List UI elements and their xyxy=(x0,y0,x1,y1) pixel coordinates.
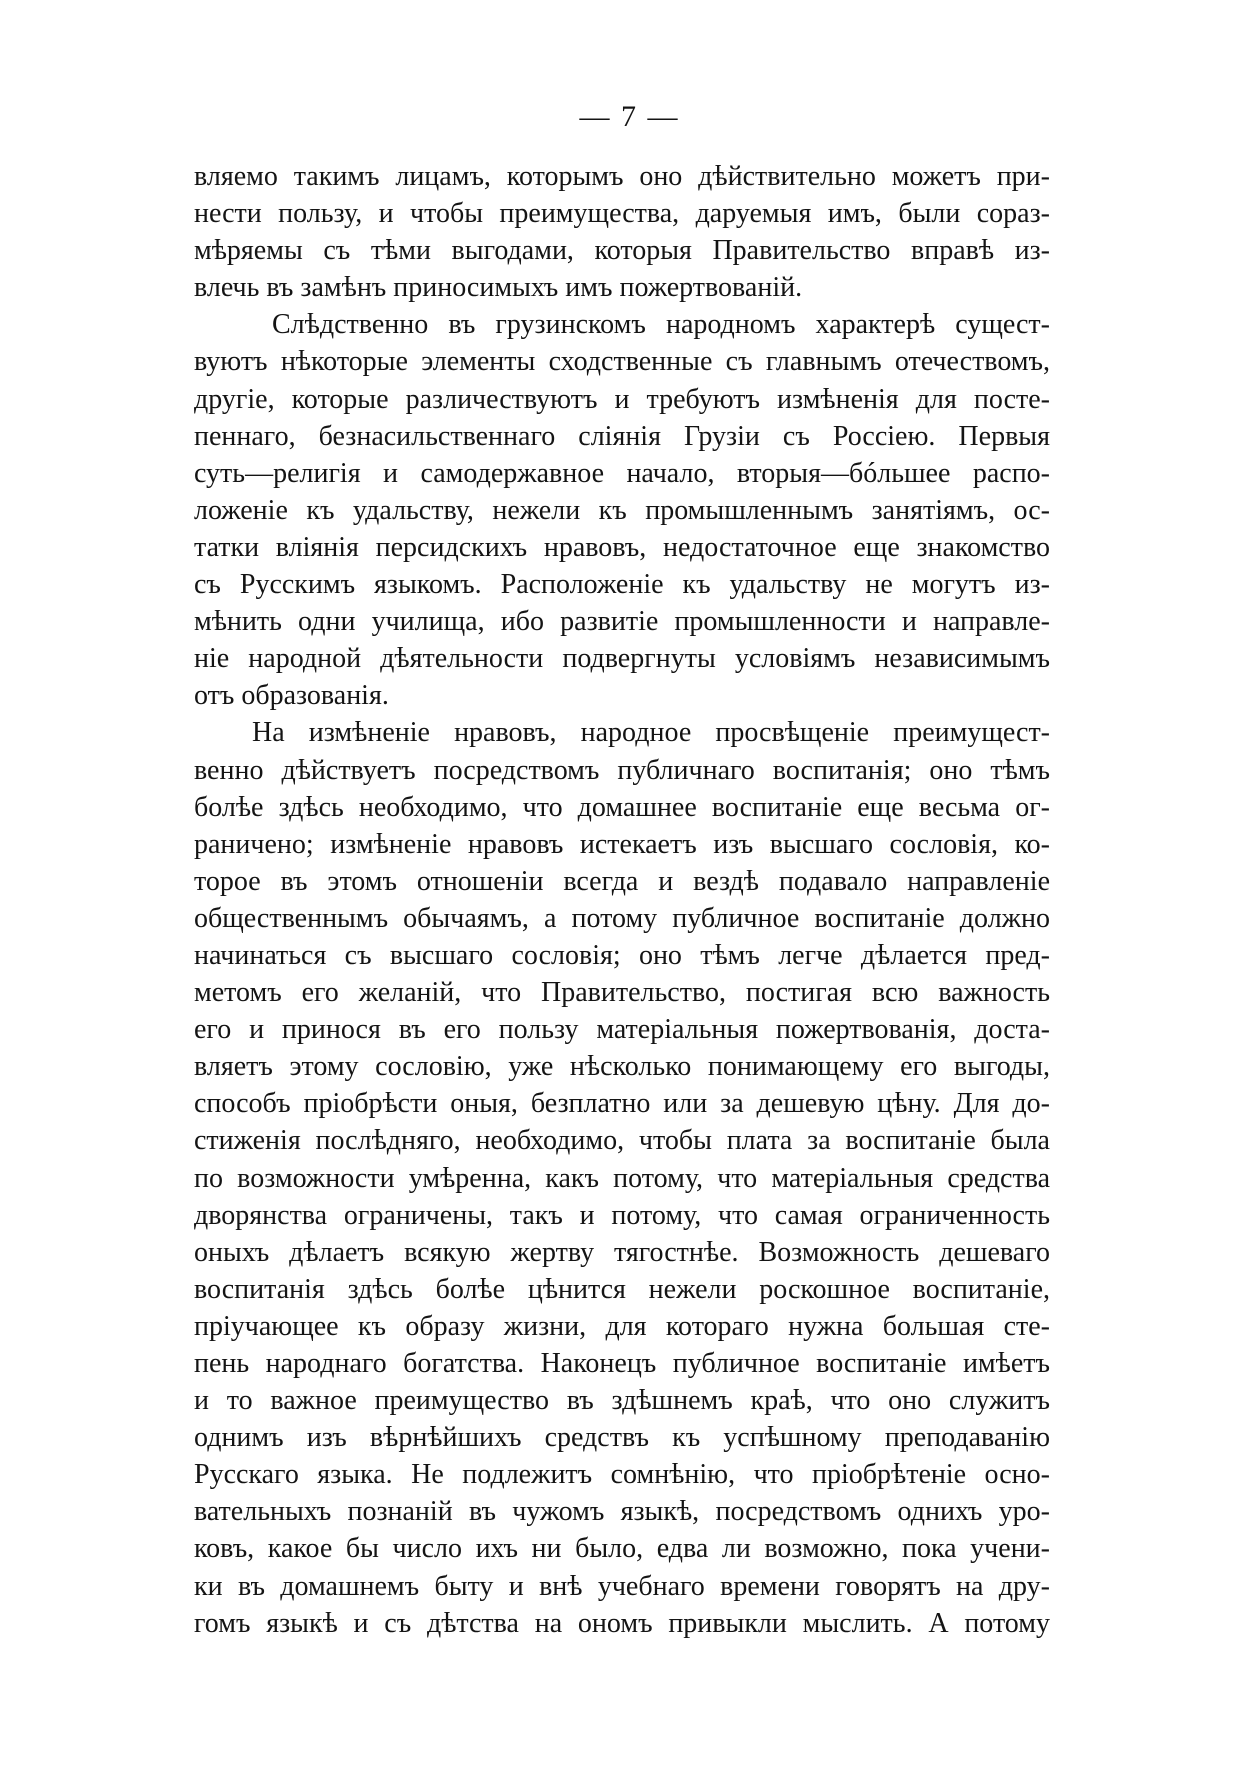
text-line: ложеніе къ удальству, нежели къ промышленнымъ занятіямъ, ос- xyxy=(194,494,1050,526)
text-line: ковъ, какое бы число ихъ ни было, едва ли возможно, пока учени- xyxy=(194,1533,1050,1565)
text-line: способъ пріобрѣсти оныя, безплатно или за дешевую цѣну. Для до- xyxy=(194,1088,1050,1120)
text-line: общественнымъ обычаямъ, а потому публичное воспитаніе должно xyxy=(194,902,1050,934)
text-line: пеннаго, безнасильственнаго сліянія Грузіи съ Россіею. Первыя xyxy=(194,420,1050,452)
text-line: ніе народной дѣятельности подвергнуты условіямъ независимымъ xyxy=(194,643,1050,675)
text-line: нести пользу, и чтобы преимущества, даруемыя имъ, были сораз- xyxy=(194,198,1050,230)
text-line: вляемо такимъ лицамъ, которымъ оно дѣйствительно можетъ при- xyxy=(194,161,1050,192)
text-line: оныхъ дѣлаетъ всякую жертву тягостнѣе. Возможность дешеваго xyxy=(194,1236,1050,1268)
text-line: Русскаго языка. Не подлежитъ сомнѣнію, что пріобрѣтеніе осно- xyxy=(194,1459,1050,1491)
text-line: стиженія послѣдняго, необходимо, чтобы плата за воспитаніе была xyxy=(194,1125,1050,1157)
text-line: его и принося въ его пользу матеріальныя пожертвованія, доста- xyxy=(194,1014,1050,1046)
text-line: суть—религія и самодержавное начало, вторыя—бóльшее распо- xyxy=(194,457,1050,489)
page-number: — 7 — xyxy=(579,100,680,133)
text-line: воспитанія здѣсь болѣе цѣнится нежели роскошное воспитаніе, xyxy=(194,1273,1050,1305)
body-text xyxy=(194,158,1050,1642)
text-line: вательныхъ познаній въ чужомъ языкѣ, посредствомъ однихъ уро- xyxy=(194,1496,1050,1528)
text-line: пріучающее къ образу жизни, для котораго нужна большая сте- xyxy=(194,1310,1050,1342)
text-line: мѣнить одни училища, ибо развитіе промышленности и направле- xyxy=(194,606,1050,638)
text-line: метомъ его желаній, что Правительство, постигая всю важность xyxy=(194,977,1050,1009)
text-line: торое въ этомъ отношеніи всегда и вездѣ подавало направленіе xyxy=(194,865,1050,897)
text-line: и то важное преимущество въ здѣшнемъ краѣ, что оно служитъ xyxy=(194,1385,1050,1417)
text-line: гомъ языкѣ и съ дѣтства на ономъ привыкли мыслить. А потому xyxy=(194,1607,1050,1639)
text-line: влечь въ замѣнъ приносимыхъ имъ пожертвованій. xyxy=(194,272,803,304)
text-line: другіе, которые различествуютъ и требуютъ измѣненія для посте- xyxy=(194,383,1050,415)
text-line: ки въ домашнемъ быту и внѣ учебнаго времени говорятъ на дру- xyxy=(194,1570,1050,1602)
text-line: татки вліянія персидскихъ нравовъ, недостаточное еще знакомство xyxy=(194,531,1050,563)
text-line: мѣряемы съ тѣми выгодами, которыя Правительство вправѣ из- xyxy=(194,235,1050,267)
paragraph-start-line: На измѣненіе нравовъ, народное просвѣщеніе преимущест- xyxy=(252,717,1050,749)
text-line: раничено; измѣненіе нравовъ истекаетъ изъ высшаго сословія, ко- xyxy=(194,828,1050,860)
text-line: однимъ изъ вѣрнѣйшихъ средствъ къ успѣшному преподаванію xyxy=(194,1422,1050,1454)
text-line: по возможности умѣренна, какъ потому, что матеріальныя средства xyxy=(194,1162,1050,1194)
text-line: отъ образованія. xyxy=(194,680,389,712)
text-line: съ Русскимъ языкомъ. Расположеніе къ удальству не могутъ из- xyxy=(194,569,1050,601)
text-line: пень народнаго богатства. Наконецъ публичное воспитаніе имѣетъ xyxy=(194,1348,1050,1379)
text-line: вляетъ этому сословію, уже нѣсколько понимающему его выгоды, xyxy=(194,1051,1050,1083)
text-line: венно дѣйствуетъ посредствомъ публичнаго воспитанія; оно тѣмъ xyxy=(194,754,1050,786)
text-line: вуютъ нѣкоторые элементы сходственные съ главнымъ отечествомъ, xyxy=(194,346,1050,378)
text-line: болѣе здѣсь необходимо, что домашнее воспитаніе еще весьма ог- xyxy=(194,791,1050,823)
text-line: начинаться съ высшаго сословія; оно тѣмъ легче дѣлается пред- xyxy=(194,939,1050,971)
paragraph-start-line: Слѣдственно въ грузинскомъ народномъ характерѣ сущест- xyxy=(272,309,1050,341)
text-line: дворянства ограничены, такъ и потому, что самая ограниченность xyxy=(194,1199,1050,1231)
